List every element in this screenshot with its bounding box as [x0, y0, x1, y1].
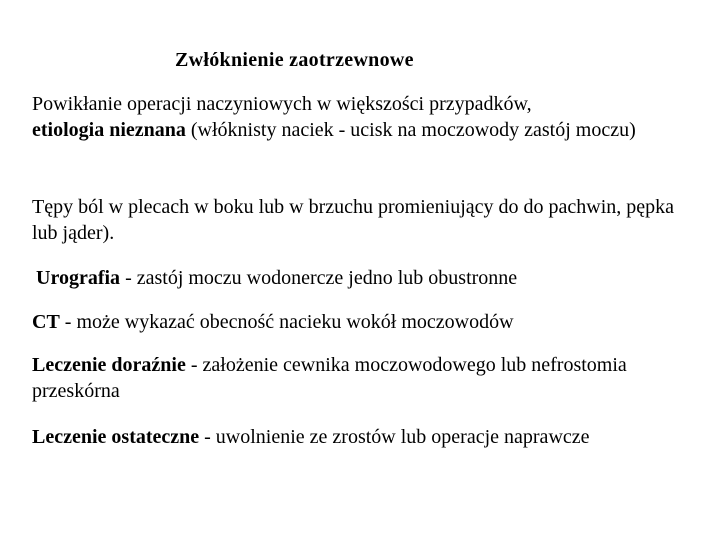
paragraph-text: - może wykazać obecność nacieku wokół moczowodów — [59, 311, 514, 333]
paragraph-text: - uwolnienie ze zrostów lub operacje naprawcze — [199, 426, 590, 448]
paragraph-text: - zastój moczu wodonercze jedno lub obustronne — [120, 267, 518, 289]
bold-term-definitive-treatment: Leczenie ostateczne — [32, 426, 200, 448]
paragraph-urography — [36, 265, 706, 291]
paragraph-text: - założenie cewnika moczowodowego lub nefrostomia przeskórna — [32, 354, 627, 402]
paragraph-text: (włóknisty naciek - ucisk na moczowody zastój moczu) — [185, 119, 636, 141]
paragraph-definitive-treatment — [32, 424, 702, 450]
bold-term-etiology: etiologia nieznana — [32, 119, 186, 141]
paragraph-text: Tępy ból w plecach w boku lub w brzuchu promieniujący do do pachwin, pępka lub jąder). — [32, 196, 675, 244]
paragraph-urgent-treatment — [32, 352, 702, 404]
bold-term-urgent-treatment: Leczenie doraźnie — [32, 354, 186, 376]
paragraph-ct — [32, 309, 702, 335]
paragraph-symptoms — [32, 194, 702, 246]
paragraph-text: Powikłanie operacji naczyniowych w większości przypadków, — [32, 93, 532, 115]
paragraph-complication — [32, 91, 702, 143]
bold-term-urography: Urografia — [36, 267, 121, 289]
bold-term-ct: CT — [32, 311, 60, 333]
page-title: Zwłóknienie zaotrzewnowe — [175, 49, 414, 71]
